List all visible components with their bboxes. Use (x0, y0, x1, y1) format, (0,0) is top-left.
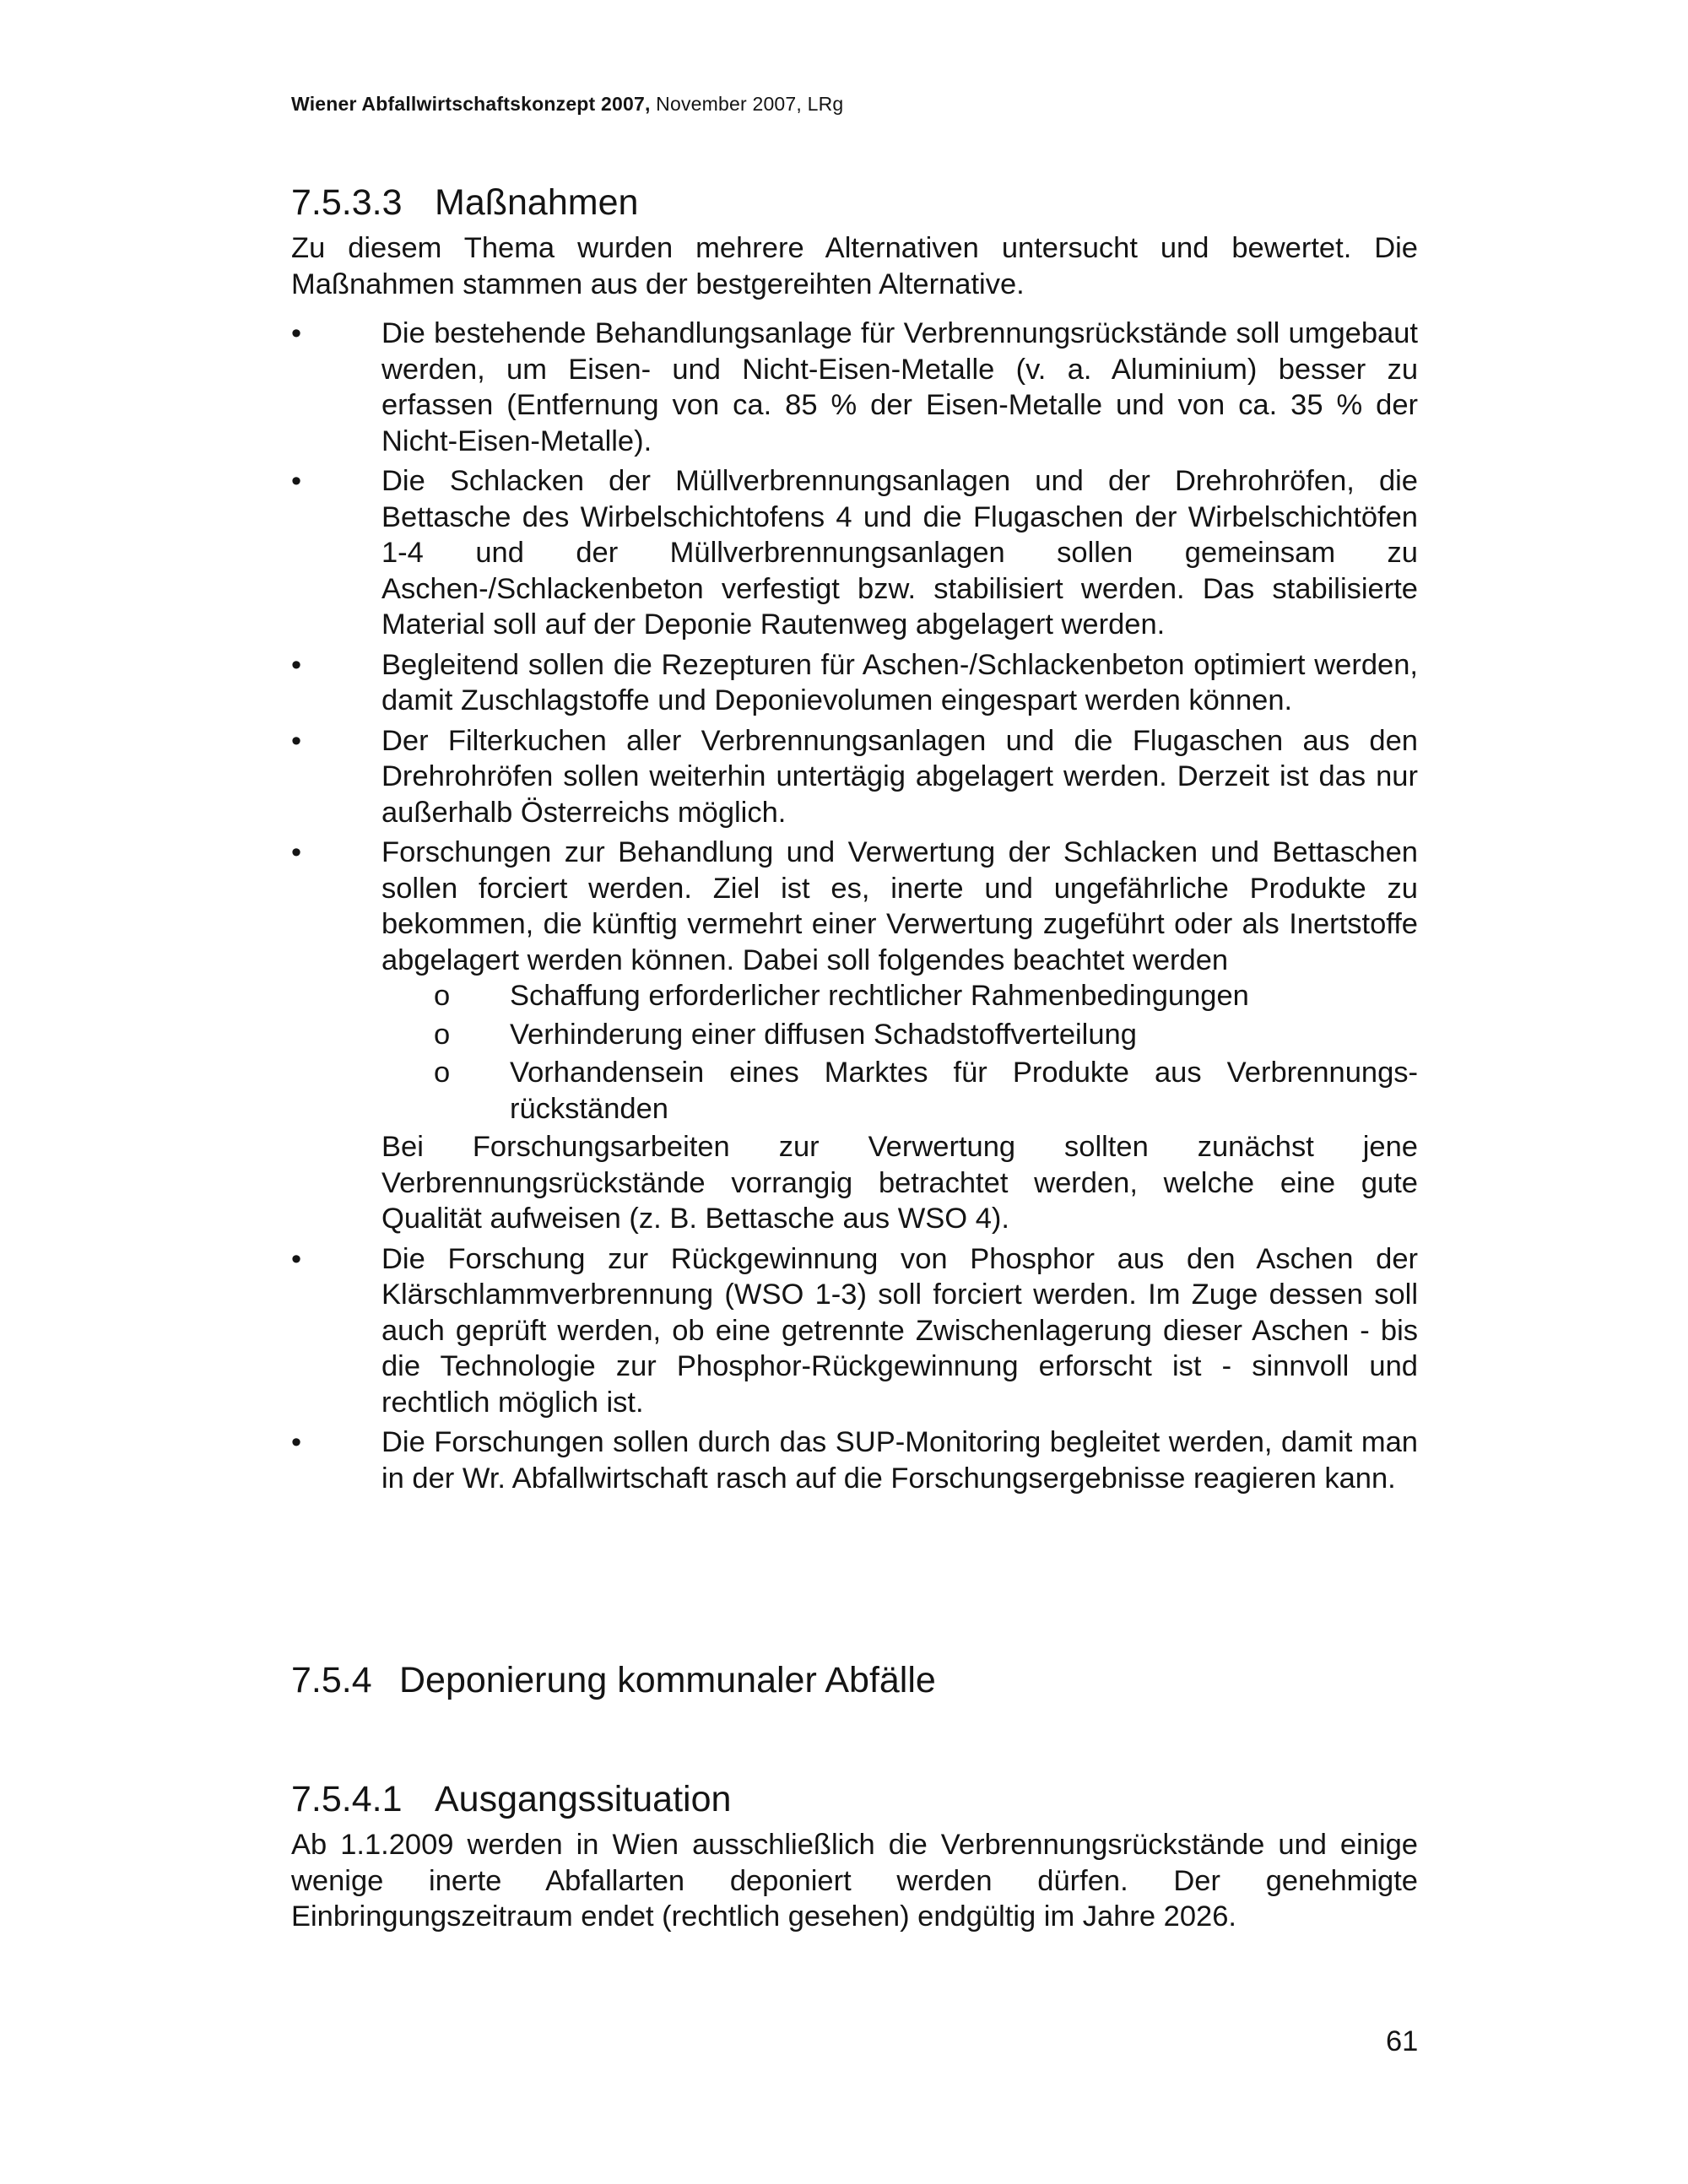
list-item-text: Der Filterkuchen aller Verbrennungsanlagen und die Flugaschen aus den Drehrohröfen sollen weiterhin untertägig abgelagert werden. Derzeit ist das nur außerhalb Österreichs möglich. (381, 724, 1418, 829)
section-number: 7.5.4.1 (291, 1779, 403, 1819)
sub-list-item-text: Verhinderung einer diffusen Schadstoffverteilung (510, 1018, 1137, 1051)
list-item (291, 647, 1418, 719)
list-item-text: Die Forschungen sollen durch das SUP-Monitoring begleitet werden, damit man in der Wr. Abfallwirtschaft rasch auf die Forschungsergebnisse reagieren kann. (381, 1426, 1418, 1495)
section-heading-deponierung (291, 1657, 1418, 1703)
list-item-text: Die Schlacken der Müllverbrennungsanlagen und der Drehrohröfen, die Bettasche des Wirbelschichtofens 4 und die Flugaschen der Wirbelschichtöfen 1-4 und der Müllverbrennungsanlagen sollen gemeinsam zu Aschen-/Schlackenbeton verfestigt bzw. stabilisiert werden. Das stabilisierte Material soll auf der Deponie Rautenweg abgelagert werden. (381, 465, 1418, 641)
section-number: 7.5.3.3 (291, 182, 403, 223)
sub-list-item (291, 1017, 1418, 1053)
section-title: Deponierung kommunaler Abfälle (399, 1660, 936, 1700)
sub-bullet: o (434, 1057, 451, 1089)
list-item (291, 723, 1418, 831)
sub-list-item (291, 978, 1418, 1014)
sub-list-item-text: Schaffung erforderlicher rechtlicher Rahmenbedingungen (510, 980, 1249, 1012)
running-header (291, 91, 843, 116)
list-item-research (291, 835, 1418, 1237)
header-title-rest: November 2007, LRg (650, 93, 844, 115)
section-title: Ausgangssituation (435, 1779, 732, 1819)
sub-bullet: o (434, 980, 451, 1012)
header-title-bold: Wiener Abfallwirtschaftskonzept 2007, (291, 93, 651, 115)
bullet-dot: • (291, 836, 302, 868)
list-item-text: Die bestehende Behandlungsanlage für Verbrennungsrückstände soll umgebaut werden, um Eisen- und Nicht-Eisen-Metalle (v. a. Aluminium) besser zu erfassen (Entfernung von ca. 85 % der Eisen-Metalle und von ca. 35 % der Nicht-Eisen-Metalle). (381, 317, 1418, 457)
page-number: 61 (1386, 2025, 1419, 2057)
sub-list (291, 978, 1418, 1127)
section-title: Maßnahmen (435, 182, 639, 223)
section-number: 7.5.4 (291, 1660, 372, 1700)
list-item (291, 316, 1418, 459)
sub-list-item-text: Vorhandensein eines Marktes für Produkte aus Verbrennungs-rückständen (510, 1057, 1418, 1125)
list-item-text: Begleitend sollen die Rezepturen für Aschen-/Schlackenbeton optimiert werden, damit Zuschlagstoffe und Deponievolumen eingespart werden können. (381, 648, 1418, 716)
list-item-text: Die Forschung zur Rückgewinnung von Phosphor aus den Aschen der Klärschlammverbrennung (WSO 1-3) soll forciert werden. Im Zuge dessen soll auch geprüft werden, ob eine getrennte Zwischenlagerung dieser Aschen - bis die Technologie zur Phosphor-Rückgewinnung erforscht ist - sinnvoll und rechtlich möglich ist. (381, 1242, 1418, 1419)
list-item (291, 1241, 1418, 1421)
list-item-text: Forschungen zur Behandlung und Verwertung der Schlacken und Bettaschen sollen forciert werden. Ziel ist es, inerte und ungefährliche Produkte zu bekommen, die künftig vermehrt einer Verwertung zugeführt oder als Inertstoffe abgelagert werden können. Dabei soll folgendes beachtet werden (381, 836, 1418, 976)
list-item-followup: Bei Forschungsarbeiten zur Verwertung sollten zunächst jene Verbrennungsrückstände vorrangig betrachtet werden, welche eine gute Qualität aufweisen (z. B. Bettasche aus WSO 4). (381, 1131, 1418, 1235)
bullet-dot: • (291, 648, 302, 681)
sub-bullet: o (434, 1018, 451, 1051)
bullet-dot: • (291, 1426, 302, 1458)
bullet-dot: • (291, 317, 302, 349)
list-item (291, 1424, 1418, 1496)
bullet-dot: • (291, 465, 302, 497)
section-heading-ausgangssituation (291, 1776, 1418, 1822)
section-heading-massnahmen (291, 180, 1418, 225)
section-text: Ab 1.1.2009 werden in Wien ausschließlich die Verbrennungsrückstände und einige wenige inerte Abfallarten deponiert werden dürfen. Der genehmigte Einbringungszeitraum endet (rechtlich gesehen) endgültig im Jahre 2026. (291, 1829, 1418, 1933)
section-intro: Zu diesem Thema wurden mehrere Alternativen untersucht und bewertet. Die Maßnahmen stammen aus der bestgereihten Alternative. (291, 232, 1418, 300)
measures-list (291, 316, 1418, 1496)
bullet-dot: • (291, 1242, 302, 1275)
list-item (291, 463, 1418, 643)
bullet-dot: • (291, 724, 302, 757)
section-massnahmen (291, 180, 1418, 1500)
section-deponierung (291, 1657, 1418, 1703)
sub-list-item (291, 1055, 1418, 1127)
section-ausgangssituation (291, 1776, 1418, 1935)
